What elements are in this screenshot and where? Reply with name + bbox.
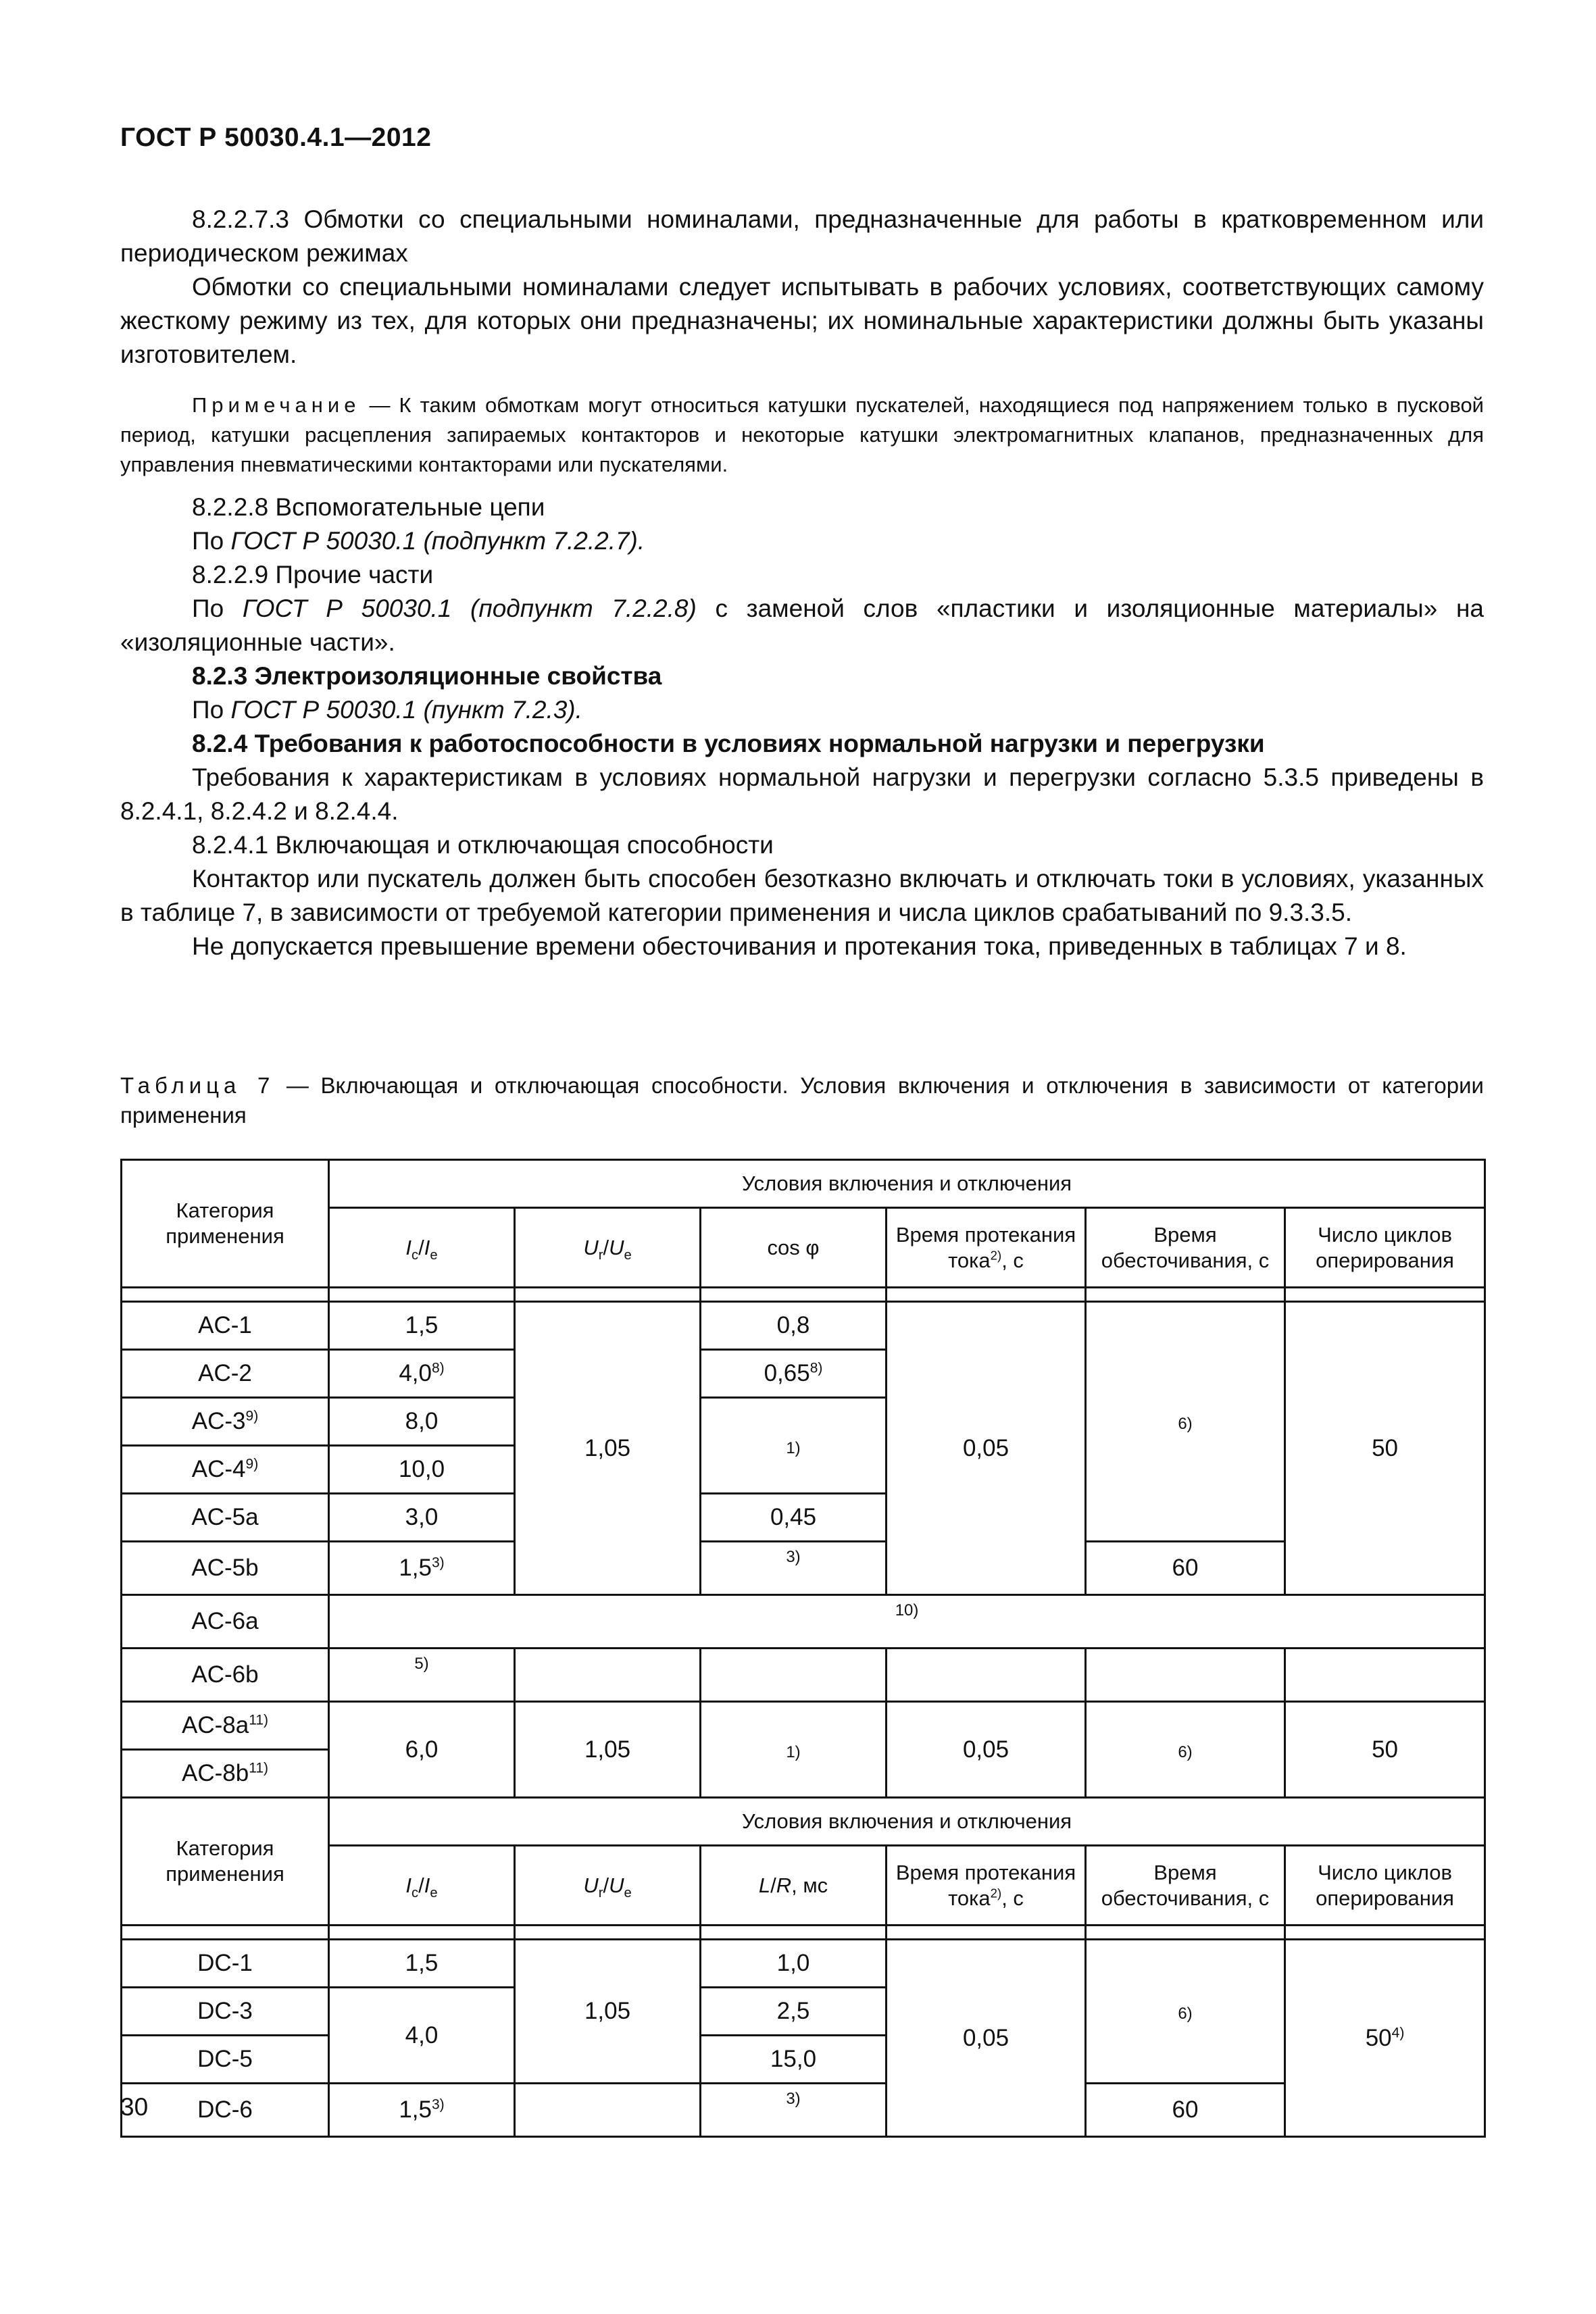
- header-flow-time: Время протекания тока$^{2)}$, с: [887, 1846, 1086, 1926]
- document-header: ГОСТ Р 50030.4.1—2012: [120, 123, 432, 152]
- cell-lr: 2,5: [701, 1988, 887, 2036]
- cell-category: DC-1: [122, 1940, 329, 1988]
- header-l-r: L/R, мс: [701, 1846, 887, 1926]
- footnote-mark: 3): [431, 2096, 445, 2113]
- cell-cycles: [1285, 1649, 1485, 1702]
- cell-ur: 1,05: [515, 1702, 701, 1798]
- paragraph-ref-7-2-3: [120, 693, 1484, 727]
- footnote-mark: 1): [786, 1438, 801, 1457]
- note-label: Примечание: [192, 393, 361, 417]
- cell-deen: [1086, 1302, 1285, 1542]
- cell-ur: 1,05: [515, 1940, 701, 2084]
- cell-category: [122, 1750, 329, 1798]
- cell-category: [122, 1446, 329, 1494]
- note-text: — К таким обмоткам могут относиться катушки пускателей, находящиеся под напряжением только в пусковой период, катушки расцепления запираемых контакторов и некоторые катушки электромагнитных клапанов, предназначенных для управления пневматическими контакторами или пускателями.: [120, 393, 1484, 476]
- footnote-mark: 4): [1391, 2024, 1405, 2040]
- paragraph-not-allowed: Не допускается превышение времени обесточивания и протекания тока, приведенных в таблицах 7 и 8.: [192, 932, 1407, 960]
- header-ur-ue: $U_r/U_e$: [515, 1208, 701, 1288]
- cell-merged-note: 10): [329, 1595, 1485, 1649]
- table-row: [122, 1542, 1485, 1595]
- heading-8-2-4-1: 8.2.4.1 Включающая и отключающая способности: [192, 831, 774, 859]
- footnote-mark: 8): [431, 1360, 445, 1376]
- ref-prefix: По: [192, 696, 231, 724]
- table-row: [122, 1302, 1485, 1350]
- cell-ic: [329, 1350, 515, 1398]
- cell-lr: 1,0: [701, 1940, 887, 1988]
- cell-ic: 5): [329, 1649, 515, 1702]
- footnote-mark: 6): [1178, 2005, 1193, 2023]
- header-conditions: Условия включения и отключения: [329, 1798, 1485, 1846]
- header-category: Категория применения: [122, 1798, 329, 1926]
- ref-link: ГОСТ Р 50030.1 (пункт 7.2.3).: [230, 696, 582, 724]
- header-flow-time: Время протекания тока$^{2)}$, с: [887, 1208, 1086, 1288]
- header-ur-ue: $U_r/U_e$: [515, 1846, 701, 1926]
- cell-category: DC-3: [122, 1988, 329, 2036]
- cell-category: AC-5a: [122, 1494, 329, 1542]
- value: 1,5: [399, 2096, 432, 2123]
- cell-cos: 0,8: [701, 1302, 887, 1350]
- cell-deen: [1086, 1940, 1285, 2084]
- table-row: [122, 1702, 1485, 1750]
- heading-8-2-2-9: 8.2.2.9 Прочие части: [192, 561, 434, 588]
- cell-ur: 1,05: [515, 1302, 701, 1595]
- cell-category: AC-5b: [122, 1542, 329, 1595]
- table-spacer: [122, 1926, 1485, 1940]
- heading-8-2-2-8: 8.2.2.8 Вспомогательные цепи: [192, 493, 545, 521]
- header-cos-phi: cos φ: [701, 1208, 887, 1288]
- value: AC-8b: [181, 1760, 249, 1786]
- ref-link: ГОСТ Р 50030.1 (подпункт 7.2.2.8): [242, 595, 697, 622]
- cell-deen: [1086, 1702, 1285, 1798]
- cell-lr: 15,0: [701, 2036, 887, 2084]
- header-deenergize: Время обесточивания, с: [1086, 1846, 1285, 1926]
- cell-ic: 10,0: [329, 1446, 515, 1494]
- cell-ic: 4,0: [329, 1988, 515, 2084]
- paragraph-requirements: Требования к характеристикам в условиях нормальной нагрузки и перегрузки согласно 5.3.5 приведены в 8.2.4.1, 8.2.4.2 и 8.2.4.4.: [120, 763, 1484, 825]
- table-row: [122, 1649, 1485, 1702]
- cell-cycles: 50: [1285, 1302, 1485, 1595]
- cell-category: DC-6: [122, 2084, 329, 2137]
- cell-category: [122, 1398, 329, 1446]
- footnote-mark: 3): [431, 1555, 445, 1571]
- ref-suffix: с заменой слов «пластики и изоляционные материалы» на «изоляционные части».: [120, 595, 1484, 656]
- table-header-row: [122, 1160, 1485, 1208]
- footnote-mark: 11): [249, 1712, 268, 1728]
- cell-cos: [701, 1702, 887, 1798]
- header-category: Категория применения: [122, 1160, 329, 1288]
- cell-ic: 3,0: [329, 1494, 515, 1542]
- value: 50: [1365, 2024, 1392, 2051]
- cell-flow: 0,05: [887, 1702, 1086, 1798]
- footnote-mark: 1): [786, 1742, 801, 1761]
- cell-ur: [515, 2084, 701, 2137]
- paragraph-windings: Обмотки со специальными номиналами следует испытывать в рабочих условиях, соответствующих самому жесткому режиму из тех, для которых они предназначены; их номинальные характеристики должны быть указаны изготовителем.: [120, 273, 1484, 368]
- flow-time-label: Время протекания тока: [895, 1860, 1076, 1910]
- header-cycles: Число циклов оперирования: [1285, 1846, 1485, 1926]
- cell-cos: [701, 1350, 887, 1398]
- table-caption-text: — Включающая и отключающая способности. Условия включения и отключения в зависимости от категории применения: [120, 1073, 1484, 1128]
- cell-ic: 6,0: [329, 1702, 515, 1798]
- paragraph-8-2-2-7-3: 8.2.2.7.3 Обмотки со специальными номиналами, предназначенные для работы в кратковременном или периодическом режимах: [120, 205, 1484, 267]
- ref-prefix: По: [192, 527, 231, 555]
- value: AC-4: [191, 1456, 246, 1482]
- page-number: 30: [120, 2093, 149, 2121]
- cell-category: AC-6b: [122, 1649, 329, 1702]
- cell-category: AC-2: [122, 1350, 329, 1398]
- footnote-mark: 6): [1178, 1742, 1193, 1761]
- value: 4,0: [399, 1360, 432, 1386]
- cell-cycles: 50: [1285, 1702, 1485, 1798]
- paragraph-contactor: Контактор или пускатель должен быть способен безотказно включать и отключать токи в условиях, указанных в таблице 7, в зависимости от требуемой категории применения и числа циклов срабатываний по 9.3.3.5.: [120, 865, 1484, 926]
- lr-unit: мс: [803, 1873, 828, 1897]
- cell-ur: [515, 1649, 701, 1702]
- table-caption-label: Таблица 7: [120, 1073, 275, 1098]
- value: 1,5: [399, 1555, 432, 1581]
- cell-category: AC-6a: [122, 1595, 329, 1649]
- cell-ic: 1,5: [329, 1302, 515, 1350]
- cell-category: DC-5: [122, 2036, 329, 2084]
- cell-cos: [701, 1649, 887, 1702]
- cell-ic: [329, 1542, 515, 1595]
- table-row: [122, 1595, 1485, 1649]
- footnote-mark: 11): [249, 1760, 268, 1776]
- footnote-mark: 9): [245, 1456, 259, 1472]
- cell-deen: [1086, 1649, 1285, 1702]
- cell-category: AC-1: [122, 1302, 329, 1350]
- table-caption: [120, 1071, 1484, 1130]
- table-row: [122, 2084, 1485, 2137]
- cell-flow: [887, 1649, 1086, 1702]
- cell-cos: [701, 1398, 887, 1494]
- flow-time-unit: , с: [1001, 1248, 1024, 1272]
- flow-time-label: Время протекания тока: [895, 1222, 1076, 1272]
- value: 0,65: [764, 1360, 810, 1386]
- ref-link: ГОСТ Р 50030.1 (подпункт 7.2.2.7).: [230, 527, 645, 555]
- table-spacer: [122, 1288, 1485, 1302]
- document-body: [120, 203, 1484, 963]
- cell-deen: 60: [1086, 2084, 1285, 2137]
- table-7: [120, 1159, 1486, 2138]
- cell-cos: 3): [701, 1542, 887, 1595]
- header-conditions: Условия включения и отключения: [329, 1160, 1485, 1208]
- cell-ic: 8,0: [329, 1398, 515, 1446]
- cell-cos: 0,45: [701, 1494, 887, 1542]
- cell-ic: 1,5: [329, 1940, 515, 1988]
- heading-8-2-3: 8.2.3 Электроизоляционные свойства: [192, 662, 662, 690]
- value: AC-8a: [181, 1712, 249, 1738]
- cell-deen: 60: [1086, 1542, 1285, 1595]
- header-ic-ie: $I_c/I_e$: [329, 1846, 515, 1926]
- note: [120, 391, 1484, 480]
- heading-8-2-4: 8.2.4 Требования к работоспособности в условиях нормальной нагрузки и перегрузки: [192, 730, 1265, 757]
- cell-flow: 0,05: [887, 1302, 1086, 1595]
- ref-prefix: По: [192, 595, 243, 622]
- paragraph-ref-7-2-2-7: [120, 524, 1484, 558]
- footnote-mark: 6): [1178, 1415, 1193, 1433]
- cell-cycles: [1285, 1940, 1485, 2137]
- cell-category: [122, 1702, 329, 1750]
- table-row: [122, 1940, 1485, 1988]
- footnote-mark: 9): [245, 1408, 259, 1424]
- footnote-mark: 8): [809, 1360, 823, 1376]
- header-cycles: Число циклов оперирования: [1285, 1208, 1485, 1288]
- header-ic-ie: $I_c/I_e$: [329, 1208, 515, 1288]
- header-deenergize: Время обесточивания, с: [1086, 1208, 1285, 1288]
- cell-lr: 3): [701, 2084, 887, 2137]
- value: AC-3: [191, 1408, 246, 1434]
- table-header-row: [122, 1798, 1485, 1846]
- cell-flow: 0,05: [887, 1940, 1086, 2137]
- paragraph-ref-7-2-2-8: [120, 592, 1484, 659]
- flow-time-unit: , с: [1001, 1886, 1024, 1910]
- cell-ic: [329, 2084, 515, 2137]
